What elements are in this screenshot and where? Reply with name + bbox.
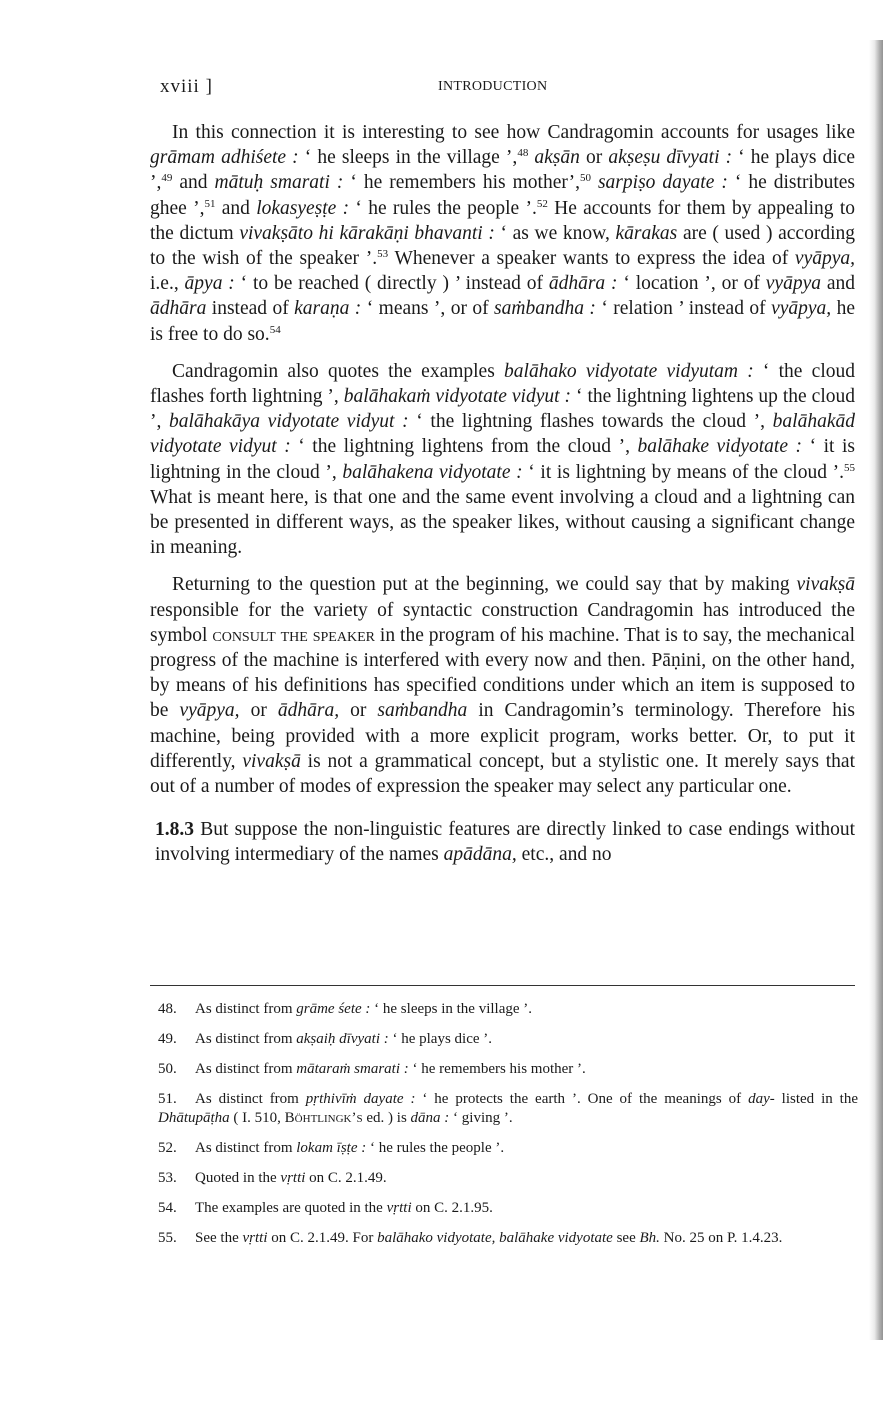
text-run: The examples are quoted in the: [195, 1199, 387, 1216]
text-run: ‘ the cloud flashes forth lightning ’,: [150, 360, 855, 408]
italic-term: āpya :: [184, 273, 235, 295]
text-run: In this connection it is interesting to see how Candragomin accounts for usages like: [172, 122, 855, 143]
text-run: in Candragomin’s terminology. Therefore his machine, being provided with a more explicit program, works better. Or, to put it differently,: [150, 700, 855, 772]
text-run: instead of: [206, 298, 295, 320]
text-run: [591, 172, 598, 193]
footnote: [158, 1090, 858, 1127]
footnote: [158, 1060, 858, 1079]
footnote-rule: [150, 985, 855, 986]
text-run: As distinct from: [195, 1139, 297, 1156]
footnote-ref: 52: [536, 197, 548, 210]
text-run: ‘ he plays dice ’,: [150, 147, 855, 194]
text-run: ‘ he sleeps in the village ’,: [298, 147, 518, 169]
italic-term: ādhāra,: [277, 700, 340, 722]
text-run: ‘ he remembers his mother’,: [343, 172, 580, 194]
footnote: [158, 1229, 858, 1248]
paragraph: [150, 572, 855, 799]
italic-term: karaṇa :: [294, 298, 362, 320]
italic-term: lokasyeṣṭe :: [256, 197, 350, 219]
text-run: etc., and no: [516, 844, 612, 866]
italic-term: vṛtti: [242, 1229, 268, 1246]
italic-term: Bh.: [639, 1229, 660, 1246]
italic-term: vyāpya: [765, 273, 821, 295]
text-run: ‘ giving ’.: [449, 1109, 513, 1126]
italic-term: mātaraṁ smarati :: [296, 1061, 409, 1077]
text-run: See the: [195, 1229, 243, 1246]
italic-term: vyāpya,: [771, 298, 832, 320]
italic-term: sarpiṣo dayate :: [597, 172, 728, 194]
text-run: are ( used ) according to the wish of the speaker ’.: [150, 222, 855, 270]
italic-term: akṣān: [534, 147, 580, 169]
italic-term: dāna :: [410, 1109, 450, 1126]
italic-term: apādāna,: [443, 844, 517, 866]
text-run: As distinct from: [195, 1031, 297, 1047]
text-run: or: [239, 700, 278, 722]
italic-term: vyāpya,: [179, 700, 240, 722]
section-number: 1.8.3: [155, 819, 194, 841]
text-run: As distinct from: [195, 1091, 306, 1107]
text-run: What is meant here, is that one and the same event involving a cloud and a lightning can be presented in different ways, as the speaker likes, without causing a significant change in meaning.: [150, 486, 855, 559]
text-run: ‘ location ’, or of: [617, 273, 766, 295]
text-run: or: [579, 147, 609, 169]
text-run: on C. 2.1.95.: [411, 1199, 493, 1216]
italic-term: vṛtti: [280, 1169, 306, 1186]
text-run: ‘ he sleeps in the village ’.: [370, 1001, 533, 1017]
footnote-ref: 53: [377, 248, 389, 261]
text-run: or: [339, 700, 378, 722]
footnote-number: 49.: [158, 1031, 177, 1047]
italic-term: balāhakena vidyotate :: [342, 461, 523, 483]
text-run: ‘ he protects the earth ’. One of the meanings of: [415, 1091, 749, 1107]
text-run: ‘ he rules the people ’.: [349, 197, 537, 219]
section-paragraph: [150, 817, 855, 867]
text-run: ‘ relation ’ instead of: [595, 298, 772, 320]
footnote-ref: 51: [204, 197, 216, 210]
text-run: ‘ he rules the people ’.: [366, 1139, 505, 1156]
text-run: ‘ it is lightning in the cloud ’,: [150, 436, 855, 483]
text-run: ed. ) is: [362, 1109, 411, 1126]
footnote-number: 54.: [158, 1199, 177, 1216]
italic-term: balāhakād vidyotate vidyut :: [150, 411, 855, 458]
paragraph: [150, 359, 855, 561]
italic-term: vivakṣā: [796, 574, 855, 596]
text-run: is not a grammatical concept, but a stylistic one. It merely says that out of a number of modes of expression the speaker may select any particular one.: [150, 750, 855, 798]
footnote: [158, 1169, 858, 1188]
italic-term: saṁbandha :: [494, 298, 596, 320]
text-run: i.e.,: [150, 273, 185, 295]
text-run: he is free to do so.: [150, 298, 856, 345]
text-run: Candragomin also quotes the examples: [172, 360, 505, 382]
text-run: ‘ he plays dice ’.: [388, 1031, 493, 1047]
paragraph: [150, 120, 855, 347]
italic-term: day-: [748, 1091, 775, 1107]
footnote-number: 48.: [158, 1001, 177, 1017]
text-run: ‘ as we know,: [494, 222, 616, 244]
text-run: responsible for the variety of syntactic construction Candragomin has introduced the symbol: [150, 599, 855, 646]
text-run: ‘ it is lightning by means of the cloud ’.: [522, 461, 844, 483]
footnote: [158, 1000, 858, 1019]
footnote-ref: 50: [579, 172, 591, 185]
italic-term: grāmam adhiśete :: [150, 147, 299, 169]
text-run: ‘ the lightning flashes towards the cloud ’,: [408, 411, 773, 433]
italic-term: vṛtti: [386, 1199, 412, 1216]
text-run: ‘ to be reached ( directly ) ’ instead of: [234, 273, 549, 295]
text-run: on C. 2.1.49.: [305, 1169, 387, 1186]
italic-term: kārakas: [615, 222, 678, 244]
footnote: [158, 1139, 858, 1158]
italic-term: balāhake vidyotate :: [637, 436, 803, 458]
text-run: ( I. 510,: [229, 1109, 285, 1126]
text-run: and: [820, 273, 855, 295]
text-run: on C. 2.1.49. For: [267, 1229, 378, 1246]
italic-term: saṁbandha: [377, 700, 468, 722]
footnote: [158, 1199, 858, 1218]
text-run: listed in the: [774, 1091, 858, 1107]
footnote-number: 52.: [158, 1139, 177, 1156]
footnote-number: 53.: [158, 1169, 177, 1186]
text-run: ‘ the lightning lightens from the cloud ’,: [290, 436, 638, 458]
footnote-ref: 54: [269, 323, 281, 336]
italic-term: mātuḥ smarati :: [214, 172, 344, 194]
text-run: He accounts for them by appealing to the dictum: [150, 197, 855, 244]
small-caps-text: consult the speaker: [212, 624, 375, 646]
italic-term: akṣeṣu dīvyati :: [608, 147, 733, 169]
italic-term: balāhakāya vidyotate vidyut :: [169, 411, 409, 433]
italic-term: pṛthivīṁ dayate :: [305, 1091, 416, 1107]
text-run: and: [215, 197, 257, 219]
italic-term: ādhāra :: [548, 273, 618, 295]
text-run: Quoted in the: [195, 1169, 281, 1186]
page-number: xviii ]: [160, 76, 213, 97]
italic-term: vyāpya,: [794, 248, 856, 270]
italic-term: balāhako vidyotate vidyutam :: [504, 360, 754, 382]
text-run: Returning to the question put at the beginning, we could say that by making: [172, 574, 797, 596]
footnote-ref: 48: [517, 147, 529, 160]
italic-term: balāhakaṁ vidyotate vidyut :: [343, 386, 571, 408]
italic-term: akṣaiḥ dīvyati :: [296, 1031, 389, 1047]
italic-term: vivakṣāto hi kārakāṇi bhavanti :: [239, 222, 495, 244]
italic-term: ādhāra: [150, 298, 207, 320]
footnote: [158, 1030, 858, 1049]
italic-term: lokam īṣṭe :: [296, 1139, 367, 1156]
text-run: No. 25 on P. 1.4.23.: [659, 1229, 783, 1246]
small-caps-text: Böhtlingk’s: [284, 1109, 363, 1126]
text-run: Whenever a speaker wants to express the idea of: [388, 248, 795, 270]
text-run: see: [612, 1229, 640, 1246]
italic-term: Dhātupāṭha: [158, 1109, 230, 1126]
main-text: [150, 120, 855, 880]
running-head: INTRODUCTION: [438, 79, 548, 94]
footnote-ref: 49: [161, 172, 173, 185]
text-run: As distinct from: [195, 1001, 297, 1017]
footnote-ref: 55: [843, 461, 855, 474]
text-run: in the program of his machine. That is to say, the mechanical progress of the machine is interfered with every now and then. Pāṇini, on the other hand, by means of his definitions has specified conditions under which an item is supposed to be: [150, 624, 855, 722]
text-run: ‘ the lightning lightens up the cloud ’,: [150, 386, 856, 433]
text-run: ‘ means ’, or of: [361, 298, 495, 320]
text-run: As distinct from: [195, 1061, 297, 1077]
page-header: [0, 76, 883, 100]
page-edge-shadow: [869, 40, 883, 1340]
footnote-number: 50.: [158, 1061, 177, 1077]
italic-term: vivakṣā: [242, 750, 301, 772]
italic-term: balāhako vidyotate, balāhake vidyotate: [377, 1229, 613, 1246]
footnote-number: 55.: [158, 1229, 177, 1246]
text-run: ‘ he remembers his mother ’.: [408, 1061, 586, 1077]
text-run: and: [172, 172, 215, 194]
text-run: But suppose the non-linguistic features are directly linked to case endings without involving intermediary of the names: [155, 819, 855, 866]
text-run: ‘ he distributes ghee ’,: [150, 172, 856, 219]
footnote-number: 51.: [158, 1091, 177, 1107]
italic-term: grāme śete :: [296, 1001, 371, 1017]
footnotes: [158, 1000, 858, 1259]
